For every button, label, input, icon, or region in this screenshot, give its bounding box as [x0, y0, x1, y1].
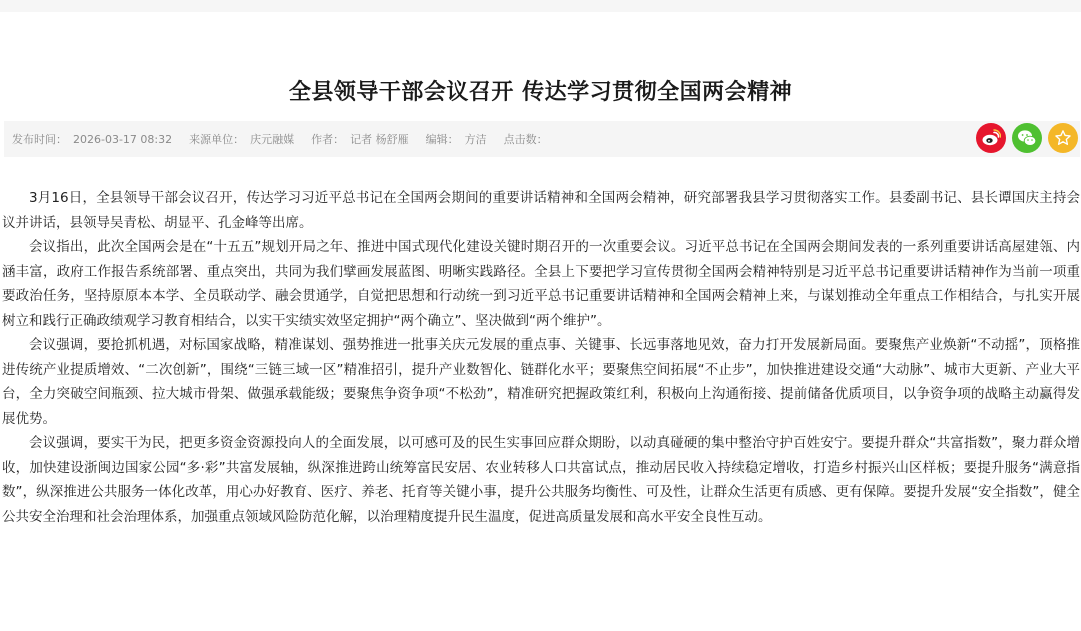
- article-body: [2, 186, 1080, 529]
- article-title: 全县领导干部会议召开 传达学习贯彻全国两会精神: [288, 80, 793, 105]
- source-value: 庆元融媒: [250, 133, 295, 146]
- share-weibo-button[interactable]: [976, 123, 1006, 153]
- author-label: 作者：: [311, 133, 345, 146]
- article-meta-bar: [4, 121, 1080, 157]
- share-wechat-button[interactable]: [1012, 123, 1042, 153]
- publish-time-value: 2026-03-17 08:32: [73, 133, 173, 146]
- share-buttons: [970, 123, 1078, 153]
- weibo-icon: [981, 129, 1001, 147]
- editor-value: 方洁: [464, 133, 487, 146]
- publish-time: [12, 131, 172, 147]
- author-value: 记者 杨舒雁: [350, 133, 409, 146]
- wechat-icon: [1017, 129, 1037, 147]
- click-count: [504, 131, 548, 147]
- click-count-label: 点击数：: [503, 133, 548, 146]
- paragraph: 会议强调，要抢抓机遇，对标国家战略，精准谋划、强势推进一批事关庆元发展的重点事、关键事、长远事落地见效，奋力打开发展新局面。要聚焦产业焕新“不动摇”，顶格推进传统产业提质增效、“二次创新”，围绕“三链三域一区”精准招引，提升产业数智化、链群化水平；要聚焦空间拓展“不止步”，加快推进建设交通“大动脉”、城市大更新、产业大平台，全力突破空间瓶颈、拉大城市骨架、做强承载能级；要聚焦争资争项“不松劲”，精准研究把握政策红利，积极向上沟通衔接、提前储备优质项目，以争资争项的战略主动赢得发展优势。: [2, 337, 1080, 427]
- paragraph: 会议强调，要实干为民，把更多资金资源投向人的全面发展，以可感可及的民生实事回应群众期盼，以动真碰硬的集中整治守护百姓安宁。要提升群众“共富指数”，聚力群众增收，加快建设浙闽边国家公园“多·彩”共富发展轴，纵深推进跨山统筹富民安居、农业转移人口共富试点，推动居民收入持续稳定增收，打造乡村振兴山区样板；要提升服务“满意指数”，纵深推进公共服务一体化改革，用心办好教育、医疗、养老、托育等关键小事，提升公共服务均衡性、可及性，让群众生活更有质感、更有保障。要提升发展“安全指数”，健全公共安全治理和社会治理体系，加强重点领域风险防范化解，以治理精度提升民生温度，促进高质量发展和高水平安全良性互动。: [2, 435, 1080, 525]
- favorite-button[interactable]: [1048, 123, 1078, 153]
- publish-time-label: 发布时间：: [12, 133, 67, 146]
- editor: [426, 131, 487, 147]
- paragraph: 会议指出，此次全国两会是在“十五五”规划开局之年、推进中国式现代化建设关键时期召开的一次重要会议。习近平总书记在全国两会期间发表的一系列重要讲话高屋建瓴、内涵丰富，政府工作报告系统部署、重点突出，共同为我们擘画发展蓝图、明晰实践路径。全县上下要把学习宣传贯彻全国两会精神特别是习近平总书记重要讲话精神作为当前一项重要政治任务，坚持原原本本学、全员联动学、融会贯通学，自觉把思想和行动统一到习近平总书记重要讲话精神和全国两会精神上来，与谋划推动全年重点工作相结合，与扎实开展树立和践行正确政绩观学习教育相结合，以实干实绩实效坚定拥护“两个确立”、坚决做到“两个维护”。: [2, 239, 1080, 329]
- source: [189, 131, 294, 147]
- paragraph: 3月16日，全县领导干部会议召开，传达学习习近平总书记在全国两会期间的重要讲话精神和全国两会精神，研究部署我县学习贯彻落实工作。县委副书记、县长谭国庆主持会议并讲话，县领导吴青松、胡显平、孔金峰等出席。: [2, 190, 1080, 231]
- article: [0, 12, 1081, 114]
- star-icon: [1054, 129, 1072, 147]
- editor-label: 编辑：: [425, 133, 459, 146]
- author: [311, 131, 409, 147]
- source-label: 来源单位：: [189, 133, 245, 146]
- top-strip: [0, 0, 1081, 12]
